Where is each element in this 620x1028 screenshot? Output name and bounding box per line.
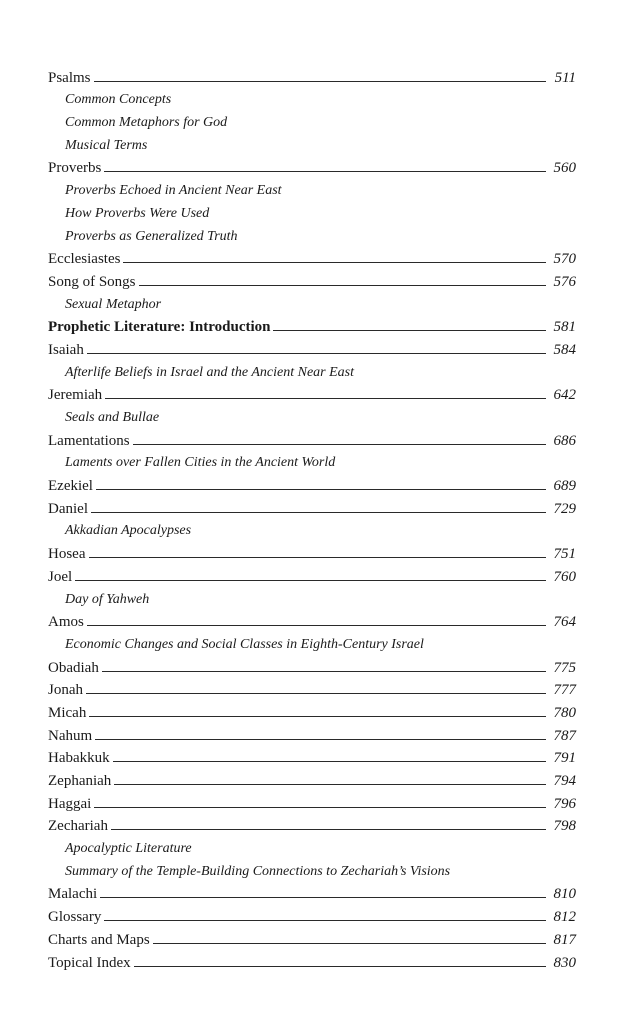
toc-page-number: 780 <box>553 704 576 721</box>
toc-entry-title: Day of Yahweh <box>65 591 150 607</box>
toc-leader-line <box>139 285 546 286</box>
toc-leader-line <box>104 920 546 921</box>
toc-entry <box>48 472 576 495</box>
toc-entry <box>48 654 576 677</box>
toc-page-number: 686 <box>553 432 576 449</box>
toc-entry <box>48 540 576 563</box>
toc-page-number: 787 <box>553 727 576 744</box>
toc-page-number: 689 <box>553 478 576 495</box>
toc-leader-line <box>153 943 546 944</box>
toc-entry-title: Haggai <box>48 795 92 812</box>
toc-entry-title: Akkadian Apocalypses <box>65 523 192 539</box>
toc-page-number: 796 <box>553 795 576 812</box>
toc-entry <box>48 64 576 87</box>
toc-entry <box>48 427 576 450</box>
toc-leader-line <box>113 761 546 762</box>
toc-entry <box>48 722 576 745</box>
toc-entry-title: Isaiah <box>48 341 84 358</box>
toc-leader-line <box>100 897 546 898</box>
toc-entry <box>48 314 576 337</box>
toc-subentry <box>48 132 576 155</box>
toc-entry-title: Sexual Metaphor <box>65 296 162 312</box>
toc-page-number: 812 <box>553 909 576 926</box>
toc-page-number: 560 <box>553 160 576 177</box>
toc-leader-line <box>87 625 546 626</box>
toc-entry <box>48 745 576 768</box>
toc-entry <box>48 609 576 632</box>
toc-entry <box>48 813 576 836</box>
toc-subentry <box>48 223 576 246</box>
toc-entry-title: Daniel <box>48 500 88 517</box>
toc-leader-line <box>75 580 546 581</box>
toc-subentry <box>48 177 576 200</box>
toc-page-number: 777 <box>553 682 576 699</box>
toc-page-number: 760 <box>553 568 576 585</box>
toc-subentry <box>48 450 576 473</box>
toc-entry-title: Zephaniah <box>48 773 112 789</box>
toc-entry-title: Common Concepts <box>65 92 172 108</box>
toc-entry-title: Ecclesiastes <box>48 251 121 268</box>
toc-entry-title: Proverbs <box>48 160 102 177</box>
toc-page-number: 581 <box>553 319 576 336</box>
toc-leader-line <box>94 81 546 82</box>
toc-page-number: 798 <box>553 818 576 835</box>
toc-entry <box>48 246 576 269</box>
toc-entry-title: Musical Terms <box>65 137 148 153</box>
toc-subentry <box>48 404 576 427</box>
toc-entry-title: Malachi <box>48 886 98 903</box>
toc-page-number: 830 <box>553 954 576 971</box>
toc-entry-title: Glossary <box>48 909 102 926</box>
toc-page-number: 511 <box>554 69 576 86</box>
toc-page-number: 751 <box>553 546 576 563</box>
toc-leader-line <box>89 557 547 558</box>
table-of-contents <box>48 64 576 972</box>
toc-entry-title: Psalms <box>48 69 91 86</box>
toc-leader-line <box>89 716 546 717</box>
toc-entry-title: Jeremiah <box>48 387 103 404</box>
toc-entry-title: Nahum <box>48 727 93 744</box>
toc-entry-title: Summary of the Temple-Building Connections to Zechariah’s Visions <box>65 863 451 879</box>
toc-entry <box>48 268 576 291</box>
toc-page-number: 817 <box>553 931 576 948</box>
toc-subentry <box>48 109 576 132</box>
toc-entry <box>48 881 576 904</box>
toc-entry-title: Jonah <box>48 682 83 699</box>
toc-entry-title: Common Metaphors for God <box>65 115 228 131</box>
toc-entry <box>48 563 576 586</box>
toc-entry-title: Proverbs as Generalized Truth <box>65 228 238 244</box>
toc-entry-title: Lamentations <box>48 432 130 449</box>
toc-page-number: 810 <box>553 886 576 903</box>
toc-entry <box>48 903 576 926</box>
toc-page-number: 794 <box>553 773 576 789</box>
toc-entry <box>48 336 576 359</box>
toc-entry-title: Proverbs Echoed in Ancient Near East <box>65 183 282 199</box>
toc-leader-line <box>273 330 546 331</box>
toc-entry-title: Seals and Bullae <box>65 410 160 425</box>
toc-entry <box>48 155 576 178</box>
toc-subentry <box>48 291 576 314</box>
toc-leader-line <box>86 693 546 694</box>
toc-entry <box>48 926 576 949</box>
toc-leader-line <box>114 784 546 785</box>
toc-leader-line <box>102 671 546 672</box>
toc-subentry <box>48 631 576 654</box>
toc-entry-title: Topical Index <box>48 954 131 971</box>
toc-entry <box>48 949 576 972</box>
toc-subentry <box>48 586 576 609</box>
toc-entry-title: Charts and Maps <box>48 931 150 948</box>
toc-page-number: 570 <box>553 251 576 268</box>
toc-entry <box>48 495 576 518</box>
toc-leader-line <box>87 353 546 354</box>
toc-page-number: 775 <box>553 659 576 676</box>
toc-page-number: 576 <box>553 273 576 290</box>
toc-entry-title: Habakkuk <box>48 750 110 767</box>
toc-entry-title: Micah <box>48 704 87 721</box>
toc-leader-line <box>96 489 546 490</box>
toc-entry <box>48 790 576 813</box>
toc-page-number: 764 <box>553 614 576 631</box>
toc-entry-title: Zechariah <box>48 818 108 835</box>
toc-leader-line <box>95 739 546 740</box>
toc-leader-line <box>94 807 546 808</box>
toc-page-number: 729 <box>553 500 576 517</box>
toc-entry-title: Economic Changes and Social Classes in Eighth-Century Israel <box>65 636 424 652</box>
toc-page-number: 584 <box>553 341 576 358</box>
toc-subentry <box>48 200 576 223</box>
toc-entry-title: Obadiah <box>48 659 99 676</box>
toc-entry <box>48 382 576 405</box>
toc-entry-title: How Proverbs Were Used <box>65 205 210 221</box>
toc-leader-line <box>105 398 546 399</box>
toc-page-number: 642 <box>553 387 576 404</box>
toc-leader-line <box>133 444 546 445</box>
toc-entry-title: Song of Songs <box>48 273 136 290</box>
toc-entry <box>48 677 576 700</box>
toc-entry-title: Amos <box>48 614 84 631</box>
toc-subentry <box>48 518 576 541</box>
toc-subentry <box>48 858 576 881</box>
toc-entry-title: Prophetic Literature: Introduction <box>48 319 271 336</box>
toc-subentry <box>48 835 576 858</box>
toc-entry-title: Hosea <box>48 546 86 563</box>
toc-entry-title: Ezekiel <box>48 478 93 495</box>
toc-subentry <box>48 359 576 382</box>
toc-entry <box>48 699 576 722</box>
toc-leader-line <box>91 512 546 513</box>
toc-page-number: 791 <box>553 750 576 767</box>
toc-leader-line <box>134 966 546 967</box>
toc-entry <box>48 767 576 790</box>
toc-leader-line <box>123 262 546 263</box>
toc-leader-line <box>104 171 546 172</box>
toc-entry-title: Laments over Fallen Cities in the Ancient World <box>65 455 336 471</box>
toc-entry-title: Apocalyptic Literature <box>65 841 192 857</box>
toc-entry-title: Joel <box>48 568 73 585</box>
toc-leader-line <box>111 829 546 830</box>
toc-subentry <box>48 87 576 110</box>
toc-entry-title: Afterlife Beliefs in Israel and the Ancient Near East <box>65 364 355 380</box>
